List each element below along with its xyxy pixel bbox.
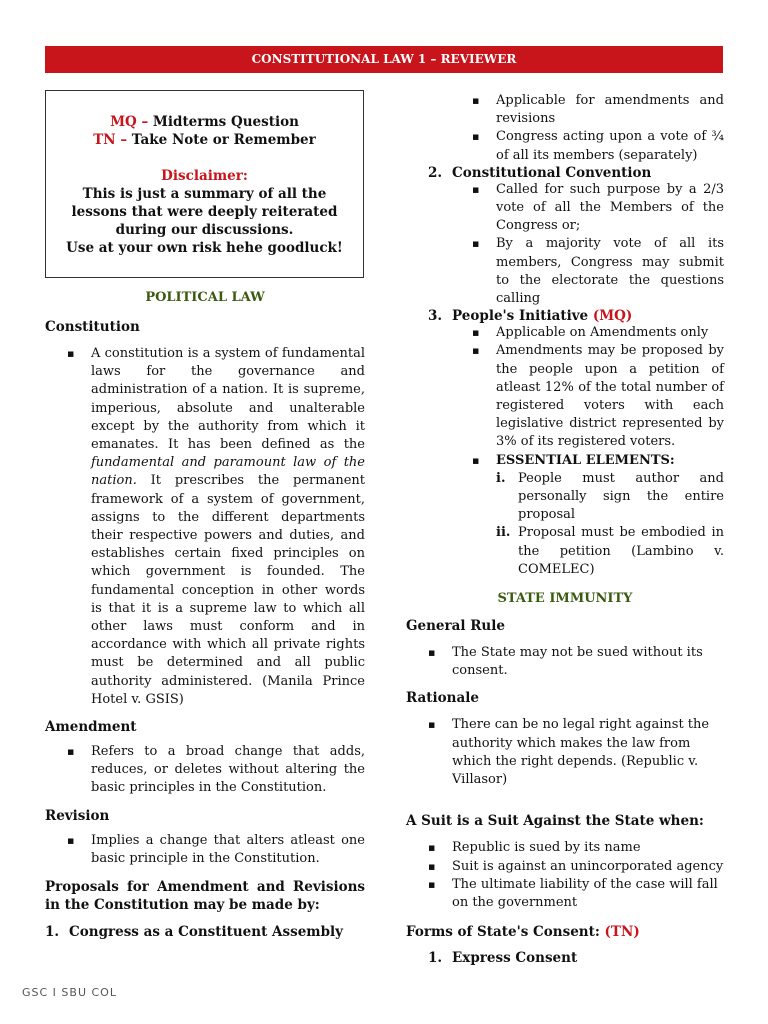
legend-box (45, 90, 364, 278)
list-item-congress: 1. Congress as a Constituent Assembly (45, 924, 343, 941)
heading-suit-against-state: A Suit is a Suit Against the State when: (406, 813, 704, 830)
bullet-petition: ▪ Amendments may be proposed by the people upon a petition of atleast 12% of the total number of registered voters with each legislative district represented by 3% of its registered voters. (472, 342, 724, 451)
heading-rationale: Rationale (406, 690, 479, 707)
heading-amendment: Amendment (45, 719, 137, 736)
bullet-amendments-only: ▪ Applicable on Amendments only (472, 324, 724, 342)
bullet-two-thirds: ▪ Called for such purpose by a 2/3 vote of all the Members of the Congress or; (472, 181, 724, 236)
document-banner: CONSTITUTIONAL LAW 1 – REVIEWER (45, 46, 723, 73)
list-item-express-consent: 1. Express Consent (428, 950, 578, 967)
disclaimer-text: This is just a summary of all the lessons that were deeply reiterated during our discussions. (71, 186, 338, 238)
section-political-law: POLITICAL LAW (145, 290, 265, 305)
bullet-essential-elements: ▪ ESSENTIAL ELEMENTS: (472, 452, 724, 470)
bullet-congress-vote: ▪ Congress acting upon a vote of ¾ of all its members (separately) (472, 128, 724, 164)
bullet-amend-revise: ▪ Applicable for amendments and revisions (472, 92, 724, 128)
element-ii: ii. Proposal must be embodied in the petition (Lambino v. COMELEC) (496, 525, 724, 577)
heading-general-rule: General Rule (406, 618, 505, 635)
bullet-majority: ▪ By a majority vote of all its members, Congress may submit to the electorate the questions calling (472, 235, 724, 308)
list-item-convention: 2. Constitutional Convention (428, 164, 652, 181)
disclaimer-risk: Use at your own risk hehe goodluck! (66, 240, 343, 256)
page-footer: GSC I SBU COL (22, 986, 117, 999)
suit-condition-3: ▪ The ultimate liability of the case will fall on the government (428, 876, 724, 912)
general-rule-text: ▪ The State may not be sued without its consent. (428, 644, 724, 680)
legend-tn: TN – Take Note or Remember (93, 132, 316, 148)
heading-proposals: Proposals for Amendment and Revisions in the Constitution may be made by: (45, 879, 365, 914)
heading-revision: Revision (45, 807, 110, 824)
constitution-definition: ▪ A constitution is a system of fundamental laws for the governance and administration of a nation. It is supreme, imperious, absolute and unalterable except by the authority from which it emanates. It has been defined as the fundamental and paramount law of the nation. It prescribes the permanent framework of a system of government, assigns to the different departments their respective powers and duties, and establishes certain fixed principles on which government is founded. The fundamental conception in other words is that it is a supreme law to which all other laws must conform and in accordance with which all private rights must be determined and all public authority administered. (Manila Prince Hotel v. GSIS) (67, 345, 365, 709)
legend-mq: MQ – Midterms Question (110, 114, 299, 130)
amendment-definition: ▪ Refers to a broad change that adds, reduces, or deletes without altering the basic principles in the Constitution. (67, 743, 365, 798)
section-state-immunity: STATE IMMUNITY (497, 591, 633, 607)
left-column (45, 290, 365, 940)
rationale-text: ▪ There can be no legal right against the authority which makes the law from which the right depends. (Republic v. Villasor) (428, 716, 724, 789)
element-i: i. People must author and personally sign the entire proposal (496, 470, 724, 523)
heading-constitution: Constitution (45, 319, 140, 335)
suit-condition-2: ▪ Suit is against an unincorporated agency (428, 858, 724, 876)
disclaimer-label: Disclaimer: (161, 168, 248, 184)
suit-condition-1: ▪ Republic is sued by its name (428, 839, 724, 857)
right-column (406, 92, 724, 966)
heading-forms-consent: Forms of State's Consent: (TN) (406, 924, 640, 941)
revision-definition: ▪ Implies a change that alters atleast one basic principle in the Constitution. (67, 832, 365, 868)
list-item-initiative: 3. People's Initiative (MQ) (428, 308, 633, 325)
